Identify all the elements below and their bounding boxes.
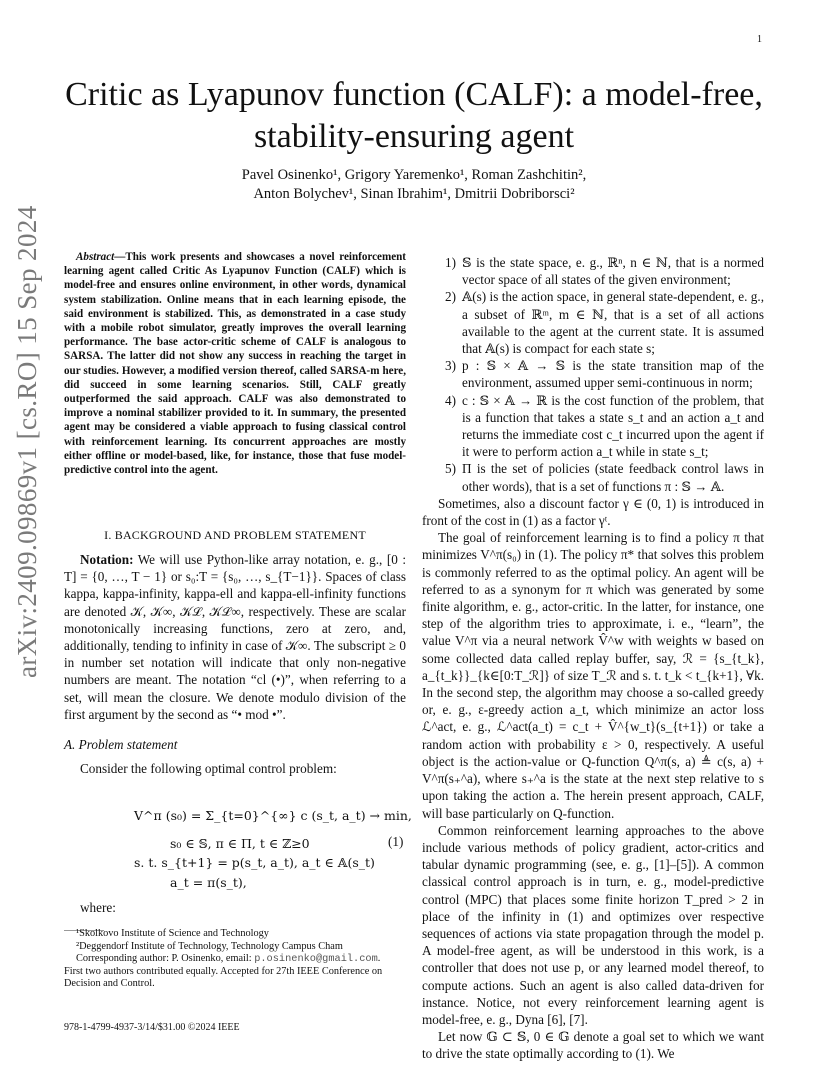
rl-goal-paragraph: The goal of reinforcement learning is to find a policy π that minimizes V^π(s₀) in (1). The policy π* that solves this problem is commonly referred to as the optimal policy. An agent will be referred to as a synonym for π which was generated by some finite algorithm, e. g., actor-critic. In the latter, for instance, one step of the algorithm tries to approximate, i. e., “learn”, the value V^π via a neural network V̂^w with weights w based on some collected data called replay buffer, say, ℛ = {s_{t_k}, a_{t_k}}_{k∈[0:T_ℛ]} of size T_ℛ and s. t. t_k < t_{k+1}, ∀k. In the second step, the algorithm may choose a so-called greedy or, e. g., ε-greedy action a_t, which minimize an actor loss ℒ^act, e. g., ℒ^act(a_t) = c_t + V̂^{w_t}(s_{t+1}) or take a random action with probability ε > 0, respectively. A useful object is the action-value or Q-function Q^π(s, a) ≜ c(s, a) + V^π(s₊^a), where s₊^a is the state at the next step relative to s upon taking the action a. The herein present approach, CALF, will base particularly on Q-function. [422, 530, 764, 821]
list-item-text: p : 𝕊 × 𝔸 → 𝕊 is the state transition map of the environment, assumed upper semi-continuous in norm; [462, 358, 764, 391]
list-item-text: 𝕊 is the state space, e. g., ℝⁿ, n ∈ ℕ, that is a normed vector space of all states of the given environment; [462, 255, 764, 288]
list-item-number: 5) [445, 461, 456, 477]
where-label: where: [80, 900, 116, 915]
problem-intro: Consider the following optimal control problem: [80, 761, 337, 776]
list-item-number: 4) [445, 392, 456, 408]
equation-line-3: s. t. s_{t+1} = p(s_t, a_t), a_t ∈ 𝔸(s_t) [134, 855, 375, 870]
notation-text: We will use Python-like array notation, e. g., [0 : T] = {0, …, T − 1} or s₀:T = {s₀, …, s_{T−1}}. Spaces of class kappa, kappa-infinity, kappa-ell and kappa-ell-infinity functions are denoted 𝒦, 𝒦∞, 𝒦ℒ, 𝒦ℒ∞, respectively. These are scalar monotonically increasing functions, zero at zero, and, additionally, tending to infinity in case of 𝒦∞. The subscript ≥ 0 in number set notation will indicate that only non-negative numbers are meant. The notation “cl (•)”, when referring to a set, will mean the closure. We denote modulo division of the first argument by the second as “• mod •”. [64, 552, 406, 722]
list-item-text: c : 𝕊 × 𝔸 → ℝ is the cost function of the problem, that is a function that takes a state s_t and an action a_t and returns the immediate cost c_t incurred upon the agent if it were to perform action a_t while in state s_t; [462, 392, 764, 460]
notation-lead: Notation: [80, 552, 134, 567]
author-email-link[interactable]: p.osinenko@gmail.com [254, 953, 378, 966]
footnote-corresponding [64, 953, 406, 966]
definition-list [422, 254, 764, 1063]
list-item-text: Π is the set of policies (state feedback control laws in other words), that is a set of functions π : 𝕊 → 𝔸. [462, 461, 764, 494]
list-item-number: 2) [445, 289, 456, 305]
list-item-number: 3) [445, 358, 456, 374]
list-item [422, 392, 764, 461]
paper-title [60, 74, 768, 158]
authors-line-2: Anton Bolychev¹, Sinan Ibrahim¹, Dmitrii Dobriborsci² [253, 186, 575, 202]
abstract-lead: Abstract [76, 251, 115, 263]
equation-line-2: s₀ ∈ 𝕊, π ∈ Π, t ∈ ℤ≥0 [170, 836, 310, 851]
footnote-contribution: First two authors contributed equally. Accepted for 27th IEEE Conference on Decision and Control. [64, 965, 383, 990]
approaches-paragraph: Common reinforcement learning approaches to the above include various methods of policy gradient, actor-critics and tabular dynamic programming (see, e. g., [1]–[5]). A common classical control approach is in turn, e. g., model-predictive control (MPC) that places some finite horizon T_pred > 2 in place of the infinity in (1) and optimizes over respective sequences of actions via state propagation through the model p. A model-free agent, as will be understood in this work, is a controller that does not use p, or any learned model thereof, to compute actions. Such an agent is also called data-driven for instance. Notice, not every reinforcement learning agent is model-free, e. g., Dyna [6], [7]. [422, 822, 764, 1027]
corresponding-prefix: Corresponding author: P. Osinenko, email: [76, 953, 255, 965]
arxiv-stamp: arXiv:2409.09869v1 [cs.RO] 15 Sep 2024 [12, 205, 42, 678]
list-item-number: 1) [445, 255, 456, 270]
list-item [422, 460, 764, 494]
author-list [60, 166, 768, 204]
footnote-affiliation-2: ²Deggendorf Institute of Technology, Technology Campus Cham [76, 940, 343, 952]
discount-paragraph: Sometimes, also a discount factor γ ∈ (0, 1) is introduced in front of the cost in (1) as a factor γᵗ. [422, 495, 764, 529]
authors-line-1: Pavel Osinenko¹, Grigory Yaremenko¹, Roman Zashchitin², [241, 167, 587, 183]
abstract-text: —This work presents and showcases a novel reinforcement learning agent called Critic As Lyapunov Function (CALF) which is model-free and ensures online environment, in other words, dynamical system stabilization. Online means that in each learning episode, the said environment is stabilized. This, as demonstrated in a case study with a mobile robot simulator, greatly improves the overall learning performance. The base actor-critic scheme of CALF is analogous to SARSA. The latter did not show any success in reaching the target in our studies. However, a modified version thereof, called SARSA-m here, did succeed in some learning scenarios. Still, CALF greatly outperformed the said approach. CALF was also demonstrated to improve a nominal stabilizer provided to it. In summary, the presented agent may be considered a viable approach to fusing classical control with reinforcement learning. Its concurrent approaches are mostly either offline or model-based, like, for instance, those that fuse model-predictive control into the agent. [64, 251, 406, 477]
corresponding-suffix: . [377, 953, 381, 965]
list-item [422, 254, 764, 288]
abstract [64, 250, 406, 477]
footnote-affiliation-1: ¹Skolkovo Institute of Science and Technology [76, 928, 269, 939]
list-item [422, 357, 764, 391]
notation-paragraph [64, 551, 406, 723]
isbn-line: 978-1-4799-4937-3/14/$31.00 ©2024 IEEE [64, 1022, 240, 1033]
footnotes [64, 928, 406, 991]
page-number: 1 [757, 34, 762, 45]
goal-set-paragraph: Let now 𝔾 ⊂ 𝕊, 0 ∈ 𝔾 denote a goal set to which we want to drive the state optimally according to (1). We [422, 1029, 764, 1062]
list-item [422, 288, 764, 357]
title-line-1: Critic as Lyapunov function (CALF): a model-free, [65, 76, 763, 113]
equation-line-1: V^π (s₀) = Σ_{t=0}^{∞} c (s_t, a_t) → min, [134, 808, 412, 823]
list-item-text: 𝔸(s) is the action space, in general state-dependent, e. g., a subset of ℝᵐ, m ∈ ℕ, that is a set of all actions available to the agent at the current state. It is assumed that 𝔸(s) is compact for each state s; [462, 289, 764, 357]
equation-number: (1) [388, 834, 404, 849]
subsection-heading: A. Problem statement [64, 737, 178, 752]
title-line-2: stability-ensuring agent [253, 118, 575, 155]
equation-line-4: a_t = π(s_t), [170, 875, 247, 890]
section-heading: I. BACKGROUND AND PROBLEM STATEMENT [104, 528, 366, 542]
